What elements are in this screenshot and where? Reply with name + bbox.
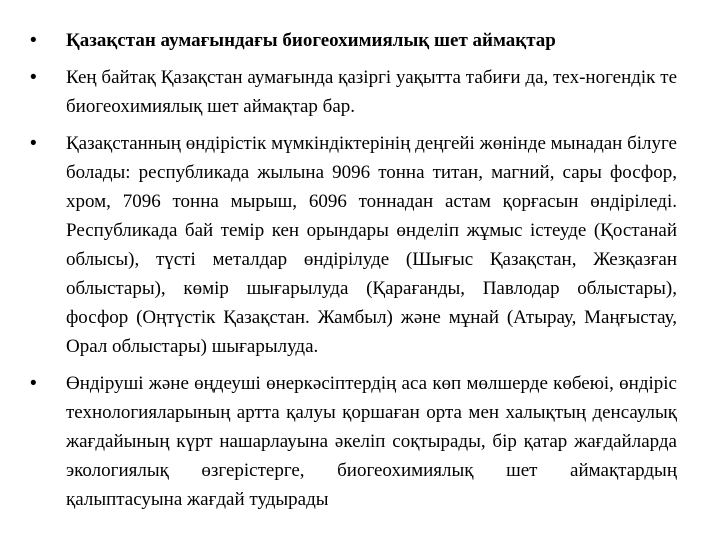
bullet-dot-icon: • [30, 133, 37, 154]
slide-content [30, 26, 677, 522]
bullet-text: Кең байтақ Қазақстан аумағында қазіргі уақытта табиғи да, тех-ногендік те биогеохимиялық шет аймақтар бар. [66, 67, 677, 117]
bullet-item-overview [30, 63, 677, 121]
bullet-list [30, 26, 677, 514]
bullet-dot-icon: • [30, 67, 37, 88]
bullet-dot-icon: • [30, 373, 37, 394]
bullet-item-industry [30, 129, 677, 361]
bullet-dot-icon: • [30, 30, 37, 51]
bullet-text: Өндіруші және өңдеуші өнеркәсіптердің аса көп мөлшерде көбеюі, өндіріс технологияларының артта қалуы қоршаған орта мен халықтың денсаулық жағдайының күрт нашарлауына әкеліп соқтырады, бір қатар жағдайларда экологиялық өзгерістерге, биогеохимиялық шет аймақтардың қалыптасуына жағдай тудырады [66, 373, 677, 510]
bullet-item-title [30, 26, 677, 55]
bullet-text: Қазақстан аумағындағы биогеохимиялық шет аймақтар [66, 30, 556, 51]
bullet-item-consequences [30, 369, 677, 514]
bullet-text: Қазақстанның өндірістік мүмкіндіктерінің деңгейі жөнінде мынадан білуге болады: республикада жылына 9096 тонна титан, магний, сары фосфор, хром, 7096 тонна мырыш, 6096 тоннадан астам қорғасын өндіріледі. Республикада бай темір кен орындары өнделіп жұмыс істеуде (Қостанай облысы), түсті металдар өндірілуде (Шығыс Қазақстан, Жезқазған облыстары), көмір шығарылуда (Қарағанды, Павлодар облыстары), фосфор (Оңтүстік Қазақстан. Жамбыл) және мұнай (Атырау, Маңғыстау, Орал облыстары) шығарылуда. [66, 133, 677, 357]
